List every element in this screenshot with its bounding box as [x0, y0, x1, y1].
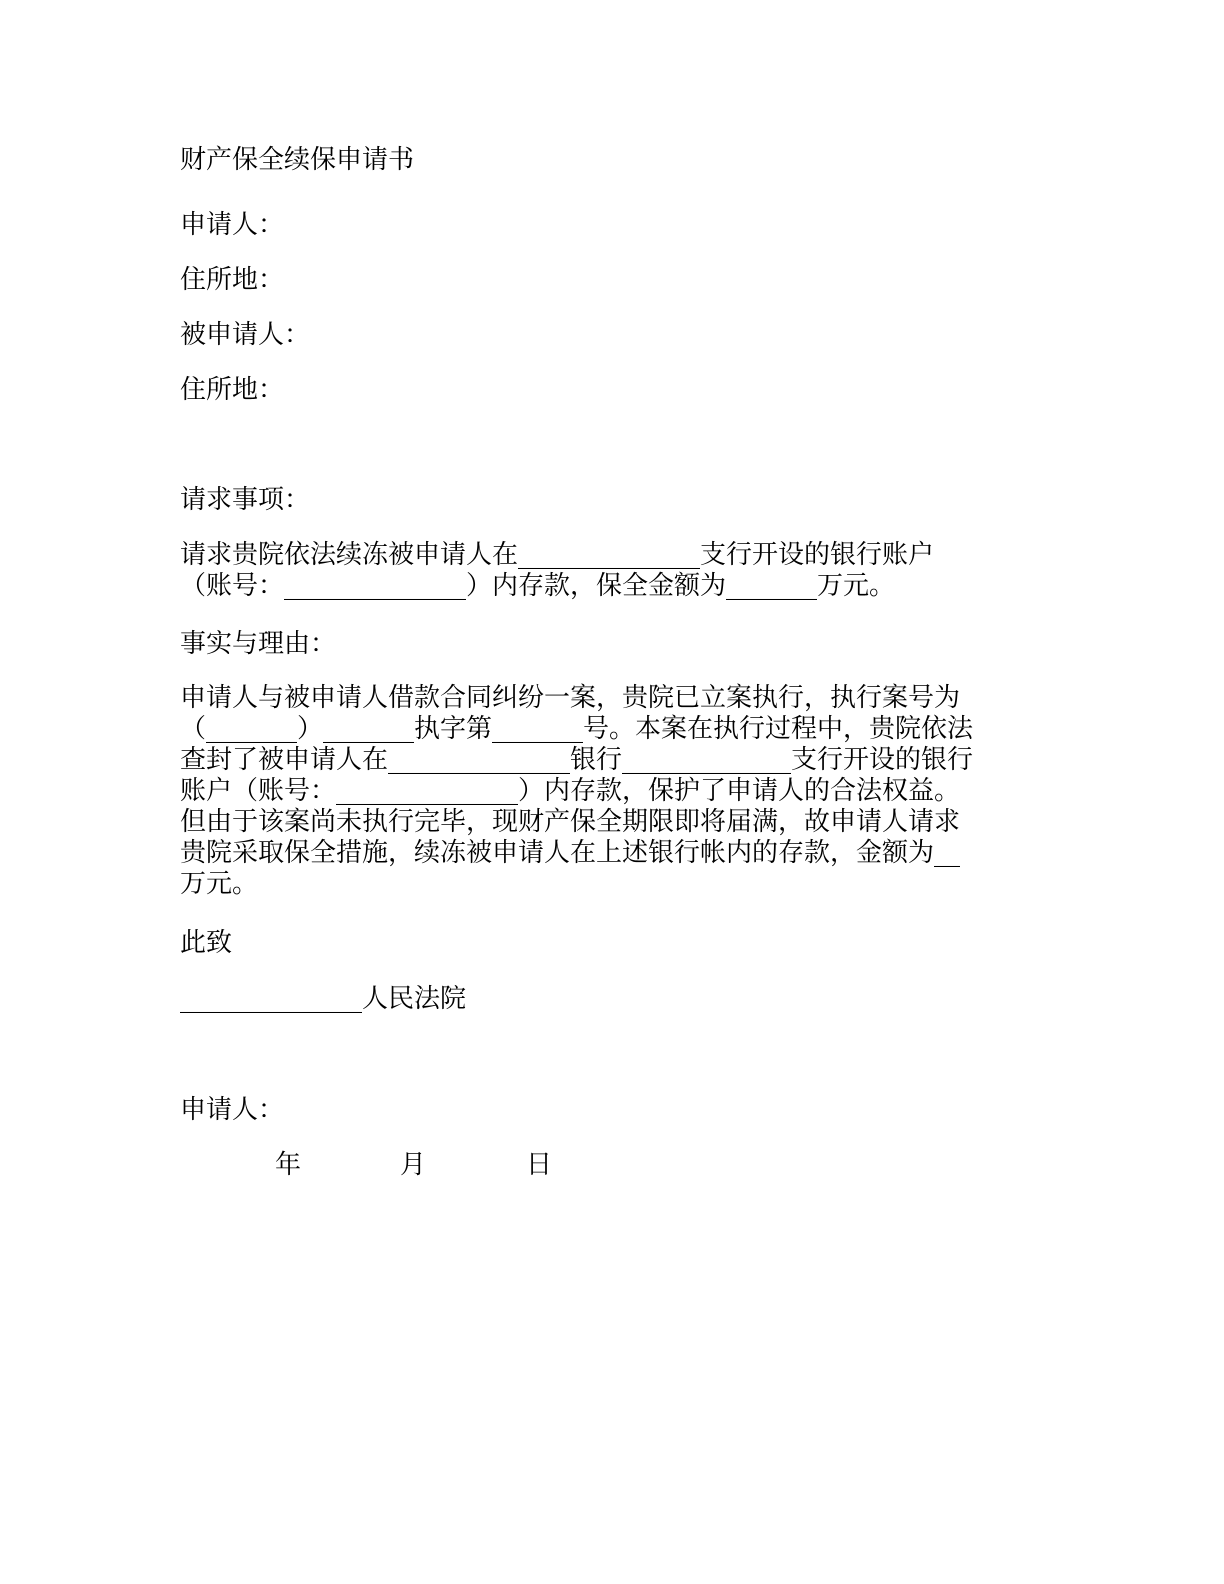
- claims-heading: 请求事项：: [180, 485, 311, 515]
- facts-line: 查封了被申请人在______________银行_____________支行开设的银行: [180, 745, 974, 775]
- facts-line: 账户（账号：______________）内存款，保护了申请人的合法权益。: [180, 776, 961, 806]
- facts-line: （_______）_______执字第_______号。本案在执行过程中，贵院依法: [180, 714, 974, 744]
- claims-line: （账号：______________）内存款，保全金额为_______万元。: [180, 571, 896, 601]
- facts-line: 但由于该案尚未执行完毕，现财产保全期限即将届满，故申请人请求: [180, 807, 961, 837]
- facts-line: 贵院采取保全措施，续冻被申请人在上述银行帐内的存款，金额为__: [180, 838, 961, 868]
- facts-paragraph: [180, 683, 1030, 900]
- signature-label: 申请人：: [180, 1095, 285, 1125]
- applicant-label: 申请人：: [180, 210, 285, 240]
- date-month-label: 月: [400, 1150, 427, 1180]
- claims-paragraph: [180, 540, 1030, 602]
- facts-heading: 事实与理由：: [180, 629, 337, 659]
- claims-line: 请求贵院依法续冻被申请人在______________支行开设的银行账户: [180, 540, 935, 570]
- respondent-label: 被申请人：: [180, 320, 311, 350]
- document-title: 财产保全续保申请书: [180, 145, 415, 175]
- facts-line: 万元。: [180, 869, 259, 899]
- date-day-label: 日: [526, 1150, 553, 1180]
- respondent-address-label: 住所地：: [180, 375, 285, 405]
- applicant-address-label: 住所地：: [180, 265, 285, 295]
- court-line: ______________人民法院: [180, 984, 467, 1014]
- facts-line: 申请人与被申请人借款合同纠纷一案，贵院已立案执行，执行案号为: [180, 683, 961, 713]
- salutation: 此致: [180, 928, 233, 958]
- date-year-label: 年: [275, 1150, 302, 1180]
